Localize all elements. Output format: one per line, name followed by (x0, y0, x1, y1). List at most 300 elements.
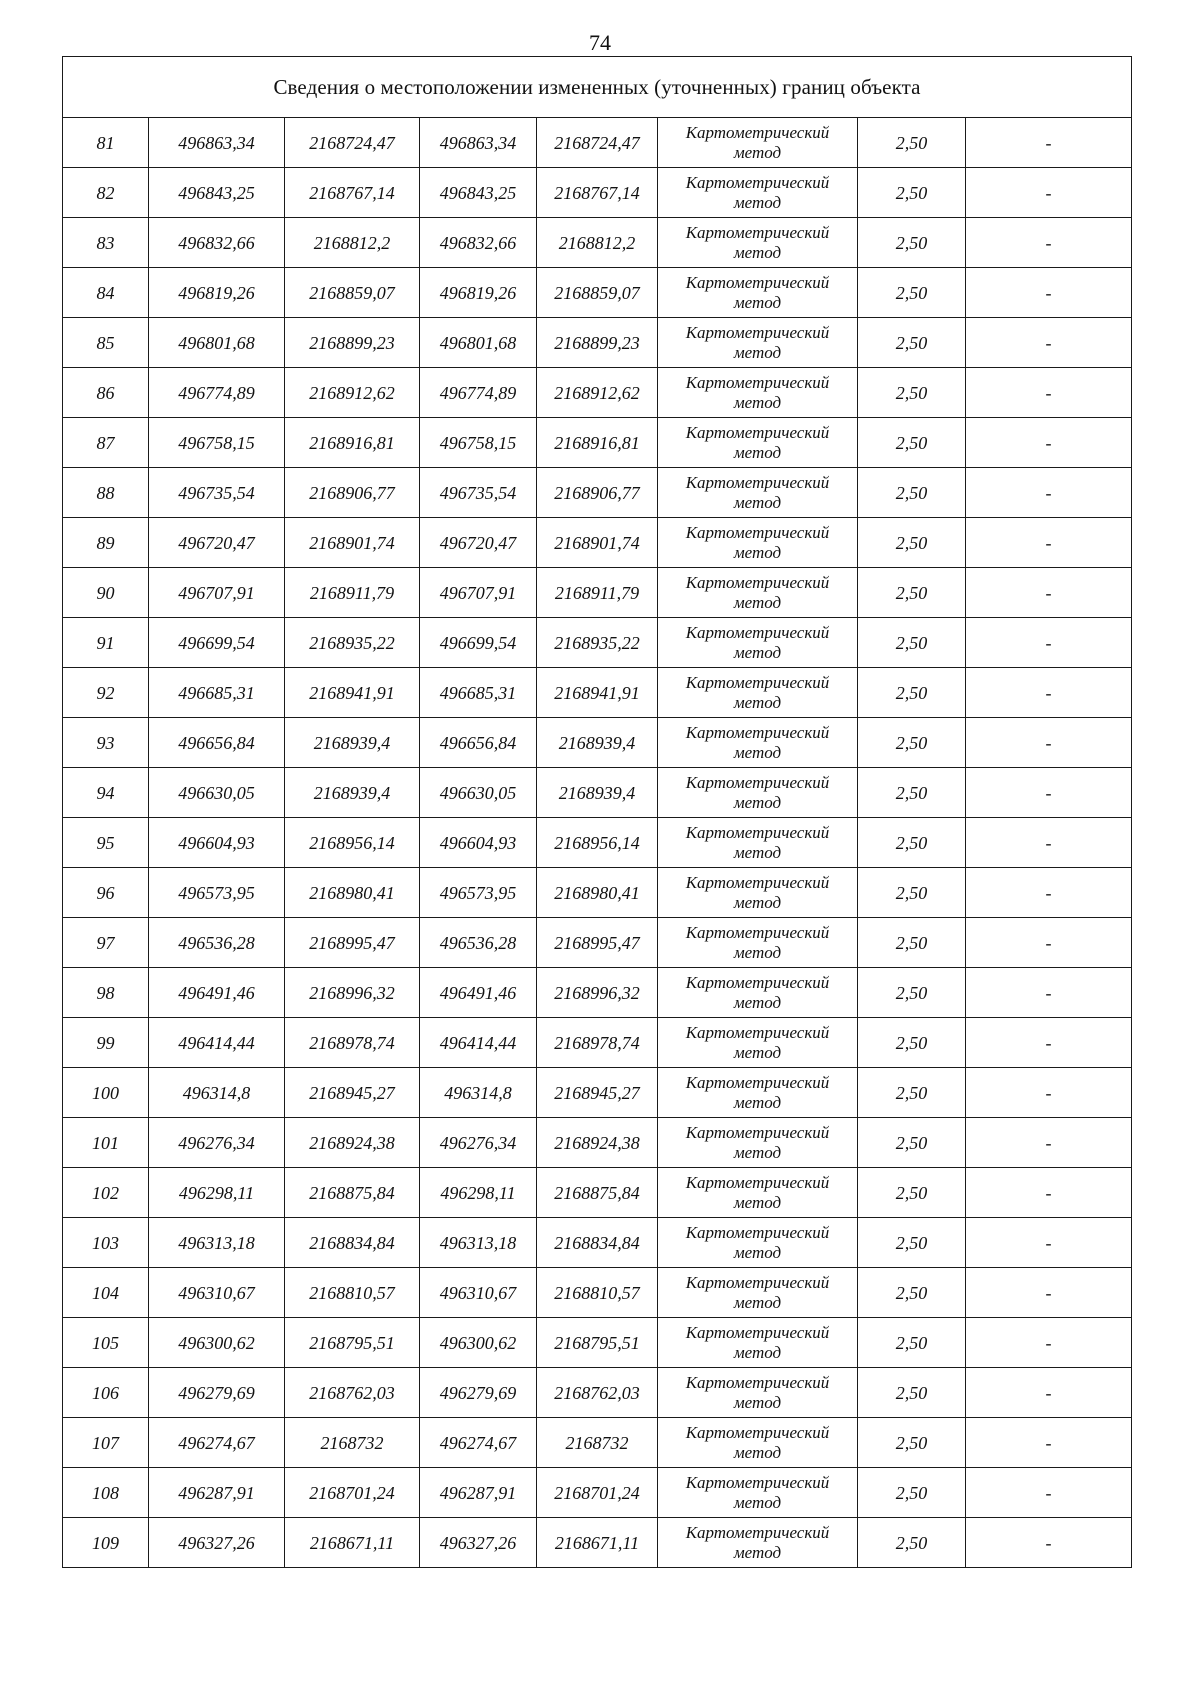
x-refined-cell: 496699,54 (420, 618, 537, 668)
point-number-cell: 105 (63, 1318, 149, 1368)
x-refined-cell: 496735,54 (420, 468, 537, 518)
point-number-cell: 99 (63, 1018, 149, 1068)
note-cell: - (966, 918, 1132, 968)
table-row (63, 1318, 1132, 1368)
y-refined-cell: 2168671,11 (537, 1518, 658, 1568)
y-existing-cell: 2168724,47 (285, 118, 420, 168)
x-existing-cell: 496298,11 (149, 1168, 285, 1218)
method-line-1: Картометрический (685, 372, 830, 392)
accuracy-cell: 2,50 (858, 618, 966, 668)
point-number-cell: 82 (63, 168, 149, 218)
method-line-1: Картометрический (685, 872, 830, 892)
note-cell: - (966, 1268, 1132, 1318)
x-refined-cell: 496630,05 (420, 768, 537, 818)
note-cell: - (966, 1018, 1132, 1068)
y-existing-cell: 2168701,24 (285, 1468, 420, 1518)
table-row (63, 1068, 1132, 1118)
method-cell (658, 418, 858, 468)
y-refined-cell: 2168916,81 (537, 418, 658, 468)
point-number-cell: 108 (63, 1468, 149, 1518)
accuracy-cell: 2,50 (858, 818, 966, 868)
y-existing-cell: 2168810,57 (285, 1268, 420, 1318)
x-refined-cell: 496287,91 (420, 1468, 537, 1518)
y-existing-cell: 2168978,74 (285, 1018, 420, 1068)
method-line-2: метод (733, 1142, 782, 1162)
method-cell (658, 1018, 858, 1068)
table-row (63, 768, 1132, 818)
method-line-2: метод (733, 542, 782, 562)
y-existing-cell: 2168939,4 (285, 768, 420, 818)
note-cell: - (966, 468, 1132, 518)
table-row (63, 1018, 1132, 1068)
y-refined-cell: 2168812,2 (537, 218, 658, 268)
accuracy-cell: 2,50 (858, 868, 966, 918)
x-existing-cell: 496276,34 (149, 1118, 285, 1168)
table-row (63, 1118, 1132, 1168)
method-line-1: Картометрический (685, 1422, 830, 1442)
note-cell: - (966, 418, 1132, 468)
y-refined-cell: 2168767,14 (537, 168, 658, 218)
point-number-cell: 109 (63, 1518, 149, 1568)
x-refined-cell: 496298,11 (420, 1168, 537, 1218)
x-existing-cell: 496832,66 (149, 218, 285, 268)
y-existing-cell: 2168945,27 (285, 1068, 420, 1118)
accuracy-cell: 2,50 (858, 218, 966, 268)
note-cell: - (966, 818, 1132, 868)
y-refined-cell: 2168906,77 (537, 468, 658, 518)
y-existing-cell: 2168996,32 (285, 968, 420, 1018)
accuracy-cell: 2,50 (858, 568, 966, 618)
table-row (63, 718, 1132, 768)
y-refined-cell: 2168732 (537, 1418, 658, 1468)
table-row (63, 1418, 1132, 1468)
x-existing-cell: 496774,89 (149, 368, 285, 418)
method-cell (658, 368, 858, 418)
y-refined-cell: 2168859,07 (537, 268, 658, 318)
y-refined-cell: 2168701,24 (537, 1468, 658, 1518)
y-refined-cell: 2168924,38 (537, 1118, 658, 1168)
x-refined-cell: 496656,84 (420, 718, 537, 768)
point-number-cell: 104 (63, 1268, 149, 1318)
method-line-1: Картометрический (685, 422, 830, 442)
method-line-2: метод (733, 1342, 782, 1362)
point-number-cell: 83 (63, 218, 149, 268)
method-line-2: метод (733, 592, 782, 612)
table-row (63, 418, 1132, 468)
y-refined-cell: 2168995,47 (537, 918, 658, 968)
accuracy-cell: 2,50 (858, 268, 966, 318)
point-number-cell: 86 (63, 368, 149, 418)
point-number-cell: 96 (63, 868, 149, 918)
y-existing-cell: 2168875,84 (285, 1168, 420, 1218)
x-existing-cell: 496536,28 (149, 918, 285, 968)
x-existing-cell: 496327,26 (149, 1518, 285, 1568)
x-existing-cell: 496604,93 (149, 818, 285, 868)
method-cell (658, 1318, 858, 1368)
y-existing-cell: 2168767,14 (285, 168, 420, 218)
method-line-2: метод (733, 892, 782, 912)
method-line-1: Картометрический (685, 1172, 830, 1192)
note-cell: - (966, 318, 1132, 368)
y-refined-cell: 2168911,79 (537, 568, 658, 618)
x-refined-cell: 496279,69 (420, 1368, 537, 1418)
x-existing-cell: 496573,95 (149, 868, 285, 918)
note-cell: - (966, 718, 1132, 768)
method-line-2: метод (733, 1042, 782, 1062)
method-line-1: Картометрический (685, 1522, 830, 1542)
point-number-cell: 81 (63, 118, 149, 168)
method-line-2: метод (733, 992, 782, 1012)
y-existing-cell: 2168956,14 (285, 818, 420, 868)
table-row (63, 218, 1132, 268)
point-number-cell: 101 (63, 1118, 149, 1168)
method-line-2: метод (733, 1292, 782, 1312)
accuracy-cell: 2,50 (858, 718, 966, 768)
y-existing-cell: 2168906,77 (285, 468, 420, 518)
method-cell (658, 168, 858, 218)
accuracy-cell: 2,50 (858, 1468, 966, 1518)
point-number-cell: 93 (63, 718, 149, 768)
x-refined-cell: 496414,44 (420, 1018, 537, 1068)
method-cell (658, 1418, 858, 1468)
accuracy-cell: 2,50 (858, 118, 966, 168)
method-line-2: метод (733, 392, 782, 412)
note-cell: - (966, 1318, 1132, 1368)
accuracy-cell: 2,50 (858, 968, 966, 1018)
x-refined-cell: 496536,28 (420, 918, 537, 968)
note-cell: - (966, 1068, 1132, 1118)
y-existing-cell: 2168995,47 (285, 918, 420, 968)
point-number-cell: 92 (63, 668, 149, 718)
y-existing-cell: 2168939,4 (285, 718, 420, 768)
point-number-cell: 106 (63, 1368, 149, 1418)
x-existing-cell: 496300,62 (149, 1318, 285, 1368)
y-existing-cell: 2168916,81 (285, 418, 420, 468)
x-existing-cell: 496656,84 (149, 718, 285, 768)
method-line-2: метод (733, 142, 782, 162)
table-row (63, 1168, 1132, 1218)
x-existing-cell: 496491,46 (149, 968, 285, 1018)
point-number-cell: 88 (63, 468, 149, 518)
method-cell (658, 1268, 858, 1318)
table-title: Сведения о местоположении измененных (уточненных) границ объекта (63, 57, 1132, 118)
method-line-2: метод (733, 1192, 782, 1212)
method-line-2: метод (733, 1242, 782, 1262)
method-line-2: метод (733, 642, 782, 662)
method-cell (658, 668, 858, 718)
y-refined-cell: 2168935,22 (537, 618, 658, 668)
method-line-1: Картометрический (685, 1122, 830, 1142)
note-cell: - (966, 768, 1132, 818)
y-refined-cell: 2168939,4 (537, 768, 658, 818)
accuracy-cell: 2,50 (858, 1368, 966, 1418)
accuracy-cell: 2,50 (858, 1118, 966, 1168)
x-refined-cell: 496604,93 (420, 818, 537, 868)
table-row (63, 968, 1132, 1018)
x-existing-cell: 496630,05 (149, 768, 285, 818)
y-existing-cell: 2168812,2 (285, 218, 420, 268)
x-existing-cell: 496863,34 (149, 118, 285, 168)
method-line-2: метод (733, 1542, 782, 1562)
boundary-coordinates-table (62, 56, 1132, 1568)
page-number: 74 (589, 30, 611, 55)
x-refined-cell: 496843,25 (420, 168, 537, 218)
table-row (63, 868, 1132, 918)
point-number-cell: 98 (63, 968, 149, 1018)
table-row (63, 918, 1132, 968)
x-existing-cell: 496758,15 (149, 418, 285, 468)
method-cell (658, 818, 858, 868)
method-cell (658, 268, 858, 318)
method-cell (658, 518, 858, 568)
y-existing-cell: 2168859,07 (285, 268, 420, 318)
method-line-1: Картометрический (685, 322, 830, 342)
x-existing-cell: 496414,44 (149, 1018, 285, 1068)
method-line-2: метод (733, 1492, 782, 1512)
method-line-2: метод (733, 192, 782, 212)
method-cell (658, 468, 858, 518)
x-refined-cell: 496720,47 (420, 518, 537, 568)
table-row (63, 518, 1132, 568)
y-refined-cell: 2168939,4 (537, 718, 658, 768)
y-existing-cell: 2168762,03 (285, 1368, 420, 1418)
x-existing-cell: 496707,91 (149, 568, 285, 618)
note-cell: - (966, 1168, 1132, 1218)
method-cell (658, 1118, 858, 1168)
x-refined-cell: 496707,91 (420, 568, 537, 618)
table-row (63, 118, 1132, 168)
y-refined-cell: 2168941,91 (537, 668, 658, 718)
x-refined-cell: 496310,67 (420, 1268, 537, 1318)
method-line-1: Картометрический (685, 472, 830, 492)
accuracy-cell: 2,50 (858, 518, 966, 568)
note-cell: - (966, 568, 1132, 618)
x-existing-cell: 496819,26 (149, 268, 285, 318)
accuracy-cell: 2,50 (858, 918, 966, 968)
point-number-cell: 102 (63, 1168, 149, 1218)
method-line-2: метод (733, 1092, 782, 1112)
method-cell (658, 1518, 858, 1568)
table-row (63, 268, 1132, 318)
note-cell: - (966, 1518, 1132, 1568)
y-existing-cell: 2168912,62 (285, 368, 420, 418)
method-line-1: Картометрический (685, 122, 830, 142)
y-refined-cell: 2168834,84 (537, 1218, 658, 1268)
point-number-cell: 94 (63, 768, 149, 818)
accuracy-cell: 2,50 (858, 1018, 966, 1068)
y-existing-cell: 2168941,91 (285, 668, 420, 718)
method-cell (658, 1468, 858, 1518)
x-refined-cell: 496863,34 (420, 118, 537, 168)
method-cell (658, 1068, 858, 1118)
method-cell (658, 218, 858, 268)
accuracy-cell: 2,50 (858, 368, 966, 418)
x-refined-cell: 496300,62 (420, 1318, 537, 1368)
point-number-cell: 107 (63, 1418, 149, 1468)
y-refined-cell: 2168875,84 (537, 1168, 658, 1218)
method-line-1: Картометрический (685, 1322, 830, 1342)
note-cell: - (966, 868, 1132, 918)
x-existing-cell: 496314,8 (149, 1068, 285, 1118)
method-line-2: метод (733, 242, 782, 262)
note-cell: - (966, 618, 1132, 668)
x-existing-cell: 496310,67 (149, 1268, 285, 1318)
y-refined-cell: 2168762,03 (537, 1368, 658, 1418)
point-number-cell: 95 (63, 818, 149, 868)
y-existing-cell: 2168980,41 (285, 868, 420, 918)
note-cell: - (966, 1368, 1132, 1418)
table-title-row (63, 57, 1132, 118)
x-refined-cell: 496685,31 (420, 668, 537, 718)
method-cell (658, 1168, 858, 1218)
y-refined-cell: 2168945,27 (537, 1068, 658, 1118)
method-line-2: метод (733, 492, 782, 512)
accuracy-cell: 2,50 (858, 668, 966, 718)
method-cell (658, 568, 858, 618)
method-line-1: Картометрический (685, 1022, 830, 1042)
method-line-1: Картометрический (685, 1072, 830, 1092)
y-refined-cell: 2168912,62 (537, 368, 658, 418)
coordinates-sheet (62, 56, 1131, 1568)
x-existing-cell: 496699,54 (149, 618, 285, 668)
x-existing-cell: 496685,31 (149, 668, 285, 718)
point-number-cell: 87 (63, 418, 149, 468)
table-row (63, 168, 1132, 218)
table-row (63, 318, 1132, 368)
x-existing-cell: 496801,68 (149, 318, 285, 368)
table-row (63, 618, 1132, 668)
accuracy-cell: 2,50 (858, 1268, 966, 1318)
accuracy-cell: 2,50 (858, 168, 966, 218)
note-cell: - (966, 1218, 1132, 1268)
accuracy-cell: 2,50 (858, 468, 966, 518)
y-existing-cell: 2168732 (285, 1418, 420, 1468)
y-refined-cell: 2168899,23 (537, 318, 658, 368)
method-line-2: метод (733, 742, 782, 762)
y-refined-cell: 2168980,41 (537, 868, 658, 918)
note-cell: - (966, 518, 1132, 568)
y-refined-cell: 2168810,57 (537, 1268, 658, 1318)
y-refined-cell: 2168996,32 (537, 968, 658, 1018)
y-existing-cell: 2168935,22 (285, 618, 420, 668)
method-line-2: метод (733, 1392, 782, 1412)
method-line-2: метод (733, 292, 782, 312)
method-cell (658, 918, 858, 968)
y-existing-cell: 2168911,79 (285, 568, 420, 618)
method-line-2: метод (733, 792, 782, 812)
method-line-1: Картометрический (685, 522, 830, 542)
method-cell (658, 768, 858, 818)
table-row (63, 668, 1132, 718)
method-cell (658, 118, 858, 168)
method-cell (658, 318, 858, 368)
point-number-cell: 84 (63, 268, 149, 318)
method-line-1: Картометрический (685, 622, 830, 642)
accuracy-cell: 2,50 (858, 318, 966, 368)
x-refined-cell: 496276,34 (420, 1118, 537, 1168)
x-refined-cell: 496801,68 (420, 318, 537, 368)
method-line-1: Картометрический (685, 572, 830, 592)
method-line-1: Картометрический (685, 1222, 830, 1242)
note-cell: - (966, 168, 1132, 218)
method-line-1: Картометрический (685, 922, 830, 942)
x-refined-cell: 496758,15 (420, 418, 537, 468)
method-cell (658, 868, 858, 918)
y-refined-cell: 2168956,14 (537, 818, 658, 868)
note-cell: - (966, 118, 1132, 168)
table-row (63, 568, 1132, 618)
x-existing-cell: 496274,67 (149, 1418, 285, 1468)
accuracy-cell: 2,50 (858, 418, 966, 468)
x-existing-cell: 496287,91 (149, 1468, 285, 1518)
x-refined-cell: 496819,26 (420, 268, 537, 318)
table-row (63, 1368, 1132, 1418)
accuracy-cell: 2,50 (858, 768, 966, 818)
point-number-cell: 90 (63, 568, 149, 618)
accuracy-cell: 2,50 (858, 1168, 966, 1218)
y-refined-cell: 2168795,51 (537, 1318, 658, 1368)
y-existing-cell: 2168899,23 (285, 318, 420, 368)
method-cell (658, 718, 858, 768)
x-existing-cell: 496720,47 (149, 518, 285, 568)
point-number-cell: 91 (63, 618, 149, 668)
point-number-cell: 100 (63, 1068, 149, 1118)
table-row (63, 818, 1132, 868)
accuracy-cell: 2,50 (858, 1518, 966, 1568)
y-existing-cell: 2168795,51 (285, 1318, 420, 1368)
method-line-1: Картометрический (685, 172, 830, 192)
method-line-1: Картометрический (685, 1372, 830, 1392)
table-row (63, 368, 1132, 418)
method-line-2: метод (733, 942, 782, 962)
table-row (63, 1518, 1132, 1568)
note-cell: - (966, 1118, 1132, 1168)
method-line-2: метод (733, 692, 782, 712)
point-number-cell: 103 (63, 1218, 149, 1268)
method-line-1: Картометрический (685, 672, 830, 692)
method-line-2: метод (733, 442, 782, 462)
method-line-2: метод (733, 1442, 782, 1462)
y-existing-cell: 2168671,11 (285, 1518, 420, 1568)
table-row (63, 1468, 1132, 1518)
point-number-cell: 89 (63, 518, 149, 568)
method-line-1: Картометрический (685, 272, 830, 292)
method-cell (658, 618, 858, 668)
method-line-1: Картометрический (685, 772, 830, 792)
note-cell: - (966, 268, 1132, 318)
x-refined-cell: 496573,95 (420, 868, 537, 918)
method-line-1: Картометрический (685, 722, 830, 742)
point-number-cell: 85 (63, 318, 149, 368)
note-cell: - (966, 968, 1132, 1018)
note-cell: - (966, 368, 1132, 418)
x-refined-cell: 496314,8 (420, 1068, 537, 1118)
method-line-1: Картометрический (685, 822, 830, 842)
method-line-1: Картометрический (685, 972, 830, 992)
note-cell: - (966, 1468, 1132, 1518)
point-number-cell: 97 (63, 918, 149, 968)
method-cell (658, 968, 858, 1018)
y-refined-cell: 2168901,74 (537, 518, 658, 568)
method-line-1: Картометрический (685, 222, 830, 242)
accuracy-cell: 2,50 (858, 1418, 966, 1468)
table-row (63, 468, 1132, 518)
method-line-2: метод (733, 342, 782, 362)
method-line-2: метод (733, 842, 782, 862)
x-refined-cell: 496774,89 (420, 368, 537, 418)
x-refined-cell: 496327,26 (420, 1518, 537, 1568)
note-cell: - (966, 668, 1132, 718)
